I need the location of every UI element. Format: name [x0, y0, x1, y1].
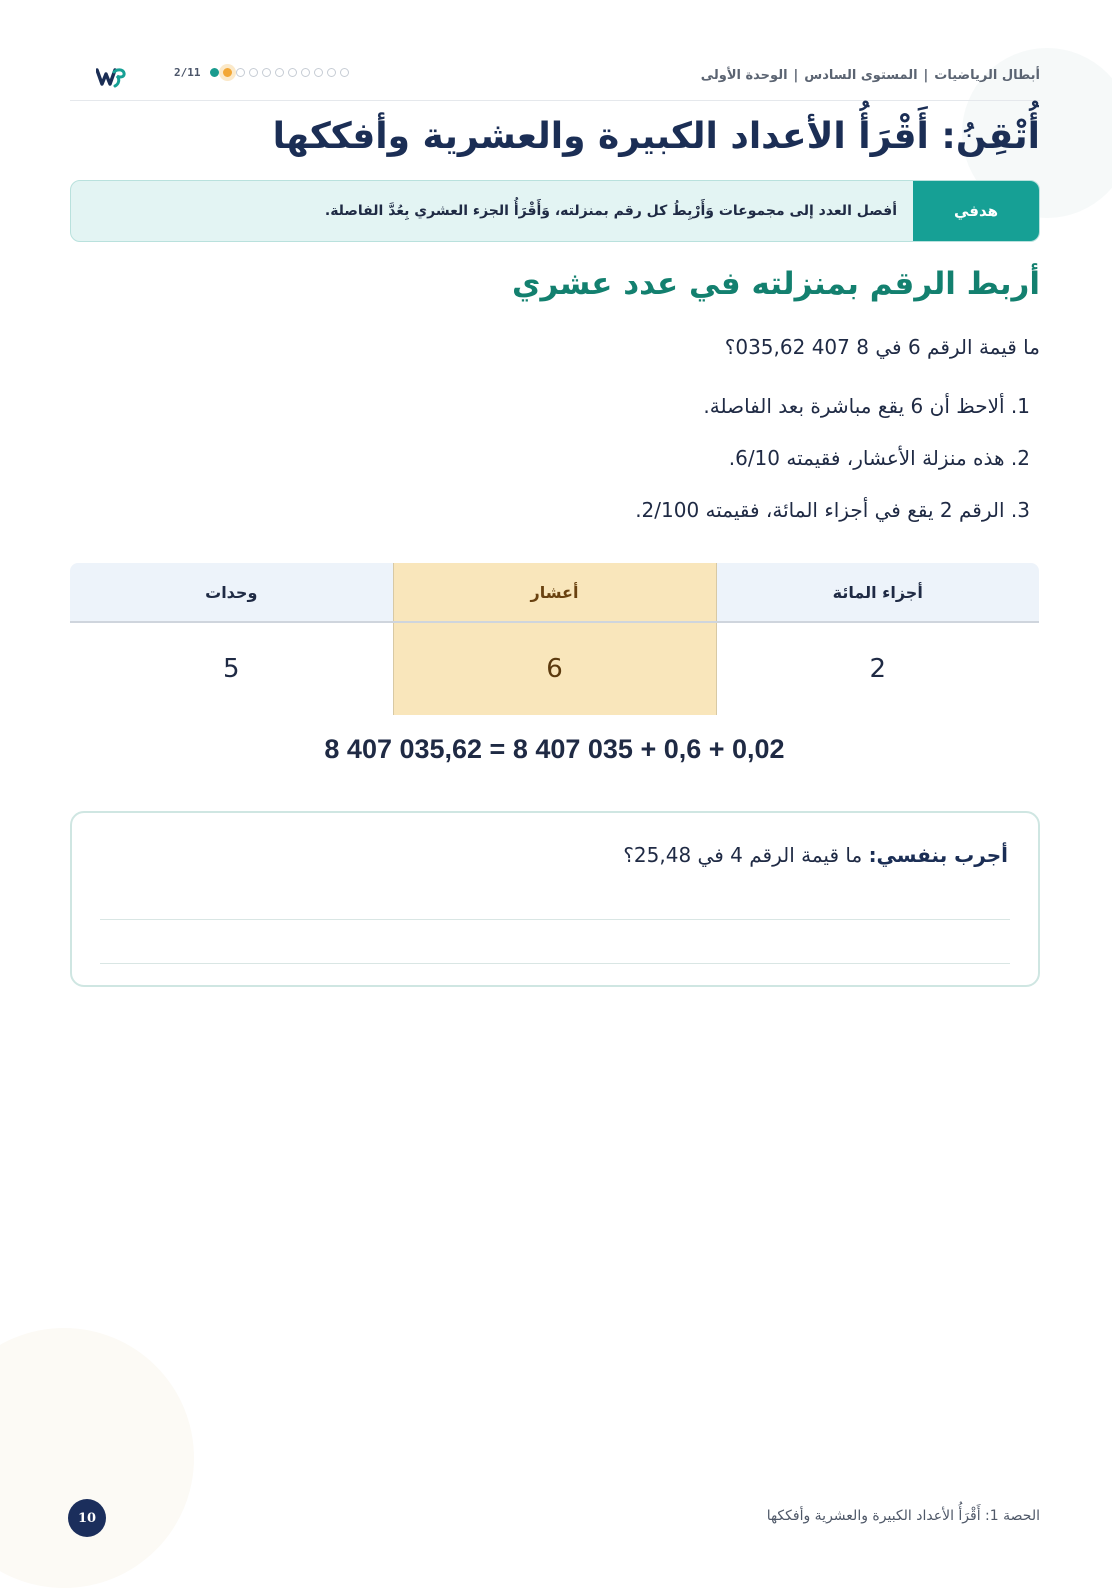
- progress-dot: [327, 68, 336, 77]
- progress-dot: [314, 68, 323, 77]
- progress-dot: [301, 68, 310, 77]
- section-title: أربط الرقم بمنزلته في عدد عشري: [512, 266, 1040, 302]
- decomposition-equation: 8 407 035,62 = 8 407 035 + 0,6 + 0,02: [324, 734, 785, 764]
- breadcrumb-separator: |: [923, 68, 929, 83]
- progress-dot: [288, 68, 297, 77]
- header-tenths: أعشار: [393, 563, 716, 622]
- breadcrumb: [701, 68, 1040, 83]
- cell-hundredths-value: 2: [869, 654, 887, 684]
- decorative-circle: [0, 1328, 194, 1588]
- table-row: [70, 622, 1039, 715]
- page-header: [70, 60, 1040, 101]
- page-title: أُتْقِنُ: أَقْرَأُ الأعداد الكبيرة والعشرية وأفككها: [272, 116, 1040, 157]
- progress-dot: [249, 68, 258, 77]
- answer-line[interactable]: [100, 919, 1010, 920]
- table-header-row: [70, 563, 1039, 622]
- cell-tenths-value: 6: [393, 622, 716, 715]
- progress-dot: [223, 68, 232, 77]
- progress-count: 2/11: [174, 66, 201, 79]
- try-it-label: أجرب بنفسي:: [868, 843, 1008, 867]
- question-text: ما قيمة الرقم 6 في 8 407 035,62؟: [724, 335, 1040, 359]
- solution-steps: [635, 388, 1030, 544]
- breadcrumb-separator: |: [793, 68, 799, 83]
- place-value-table: [70, 563, 1039, 715]
- try-it-question: ما قيمة الرقم 4 في 25,48؟: [623, 843, 863, 867]
- try-it-prompt: [623, 843, 1008, 867]
- progress-dot: [210, 68, 219, 77]
- try-it-box: [70, 811, 1040, 987]
- progress-dot: [340, 68, 349, 77]
- learning-goal-banner: [70, 180, 1040, 242]
- step-item: 1. ألاحظ أن 6 يقع مباشرة بعد الفاصلة.: [703, 394, 1030, 418]
- breadcrumb-level: المستوى السادس: [804, 68, 918, 83]
- header-units: وحدات: [70, 563, 393, 622]
- brand-logo-icon: [96, 66, 126, 92]
- page-number-badge: 10: [68, 1499, 106, 1537]
- progress-dot: [262, 68, 271, 77]
- cell-units-value: 5: [222, 654, 240, 684]
- progress-dot: [236, 68, 245, 77]
- lesson-progress: [174, 66, 349, 79]
- step-item: 3. الرقم 2 يقع في أجزاء المائة، فقيمته 2/100.: [635, 498, 1030, 522]
- answer-line[interactable]: [100, 963, 1010, 964]
- goal-text: أفصل العدد إلى مجموعات وَأَرْبِطُ كل رقم بمنزلته، وَأَقْرَأُ الجزء العشري بِعُدَّ الفاصلة.: [324, 203, 897, 219]
- breadcrumb-unit: الوحدة الأولى: [700, 68, 788, 83]
- breadcrumb-course: أبطال الرياضيات: [934, 68, 1040, 83]
- goal-tag: هدفي: [913, 181, 1039, 241]
- progress-dot: [275, 68, 284, 77]
- step-item: 2. هذه منزلة الأعشار، فقيمته 6/10.: [728, 446, 1030, 470]
- footer-lesson-title: الحصة 1: أَقْرَأُ الأعداد الكبيرة والعشرية وأفككها: [766, 1508, 1040, 1524]
- header-hundredths: أجزاء المائة: [716, 563, 1039, 622]
